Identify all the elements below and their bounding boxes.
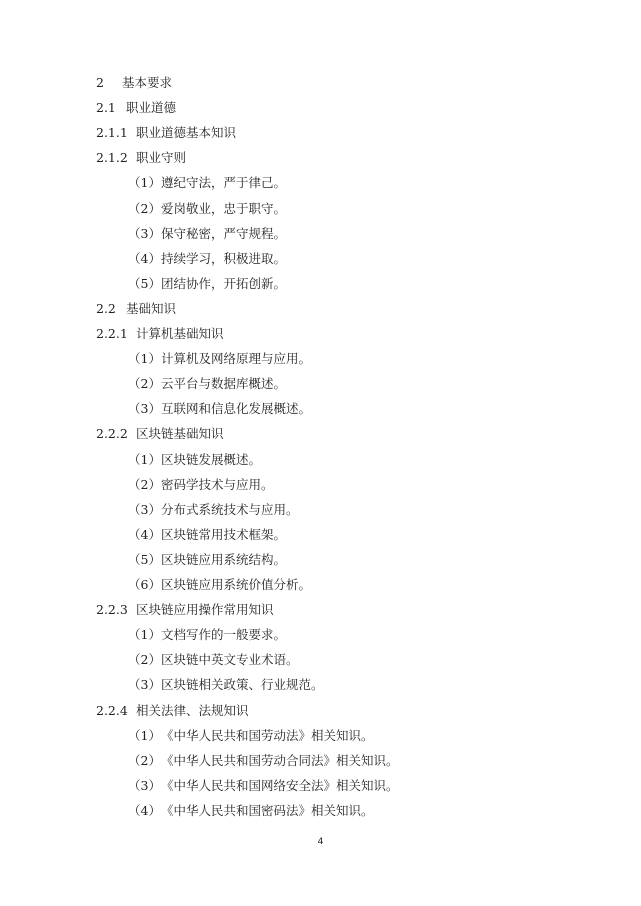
item-number: （5） [128,275,161,291]
list-item [128,175,286,191]
list-item [128,627,286,643]
section-title: 职业道德 [126,100,177,116]
item-number: （1） [128,451,161,467]
item-number: （4） [128,250,161,266]
section-title: 区块链基础知识 [136,426,224,442]
section-number: 2.2.2 [96,426,128,442]
section-number: 2.2.4 [96,702,128,718]
section-number: 2.1 [96,100,116,116]
page-number: 4 [317,837,324,847]
list-item [128,376,286,392]
section-number: 2 [96,75,104,90]
item-text: 云平台与数据库概述。 [160,376,286,392]
list-item [128,452,261,468]
section-title: 基本要求 [122,75,173,90]
section-number: 2.1.2 [96,150,128,166]
item-number: （2） [128,476,161,492]
item-text: 保守秘密，严守规程。 [160,225,286,241]
section-title: 基础知识 [126,300,177,316]
item-text: 文档写作的一般要求。 [160,627,286,643]
item-text: 互联网和信息化发展概述。 [160,401,311,417]
section-heading [96,301,176,317]
item-text: 遵纪守法，严于律己。 [160,175,286,191]
section-title: 职业守则 [136,150,187,166]
section-heading [96,602,274,618]
item-text: 《中华人民共和国密码法》相关知识。 [160,802,374,818]
item-text: 计算机及网络原理与应用。 [160,351,311,367]
item-number: （5） [128,551,161,567]
item-text: 区块链常用技术框架。 [160,526,286,542]
list-item [128,351,311,367]
list-item [128,677,323,693]
item-number: （2） [128,752,161,768]
list-item [128,502,298,518]
item-text: 团结协作，开拓创新。 [160,275,286,291]
item-number: （3） [128,777,161,793]
list-item [128,778,398,794]
section-heading [96,150,186,166]
list-item [128,803,373,819]
list-item [128,652,298,668]
item-number: （4） [128,526,161,542]
section-heading [96,703,249,719]
item-number: （3） [128,401,161,417]
item-text: 《中华人民共和国网络安全法》相关知识。 [160,777,399,793]
item-number: （2） [128,652,161,668]
list-item [128,201,286,217]
section-heading [96,75,172,91]
list-item [128,401,311,417]
item-number: （4） [128,802,161,818]
item-number: （2） [128,376,161,392]
section-heading [96,125,236,141]
list-item [128,276,286,292]
section-heading [96,100,176,116]
item-number: （3） [128,501,161,517]
list-item [128,577,311,593]
item-number: （1） [128,727,161,743]
section-number: 2.2.1 [96,326,128,341]
list-item [128,728,373,744]
item-text: 分布式系统技术与应用。 [160,501,299,517]
item-number: （1） [128,351,161,367]
item-text: 区块链发展概述。 [160,451,261,467]
item-text: 区块链应用系统价值分析。 [160,577,311,592]
item-number: （2） [128,200,161,216]
section-title: 相关法律、法规知识 [136,702,249,718]
section-number: 2.2 [96,300,116,316]
list-item [128,226,286,242]
item-text: 区块链应用系统结构。 [160,551,286,567]
section-title: 职业道德基本知识 [136,125,237,141]
section-title: 区块链应用操作常用知识 [136,602,274,618]
item-number: （1） [128,175,161,191]
item-text: 《中华人民共和国劳动法》相关知识。 [160,727,374,743]
list-item [128,477,273,493]
item-text: 密码学技术与应用。 [160,476,274,492]
section-number: 2.2.3 [96,602,128,618]
section-heading [96,426,224,442]
list-item [128,753,398,769]
list-item [128,251,286,267]
section-number: 2.1.1 [96,125,128,141]
list-item [128,552,286,568]
item-number: （3） [128,225,161,241]
item-text: 持续学习，积极进取。 [160,250,286,266]
item-number: （3） [128,677,161,693]
item-text: 区块链中英文专业术语。 [160,652,299,668]
item-text: 区块链相关政策、行业规范。 [160,677,324,693]
item-text: 爱岗敬业，忠于职守。 [160,200,286,216]
item-number: （6） [128,577,161,592]
section-heading [96,326,224,342]
item-text: 《中华人民共和国劳动合同法》相关知识。 [160,752,399,768]
item-number: （1） [128,627,161,643]
section-title: 计算机基础知识 [136,326,224,341]
list-item [128,527,286,543]
